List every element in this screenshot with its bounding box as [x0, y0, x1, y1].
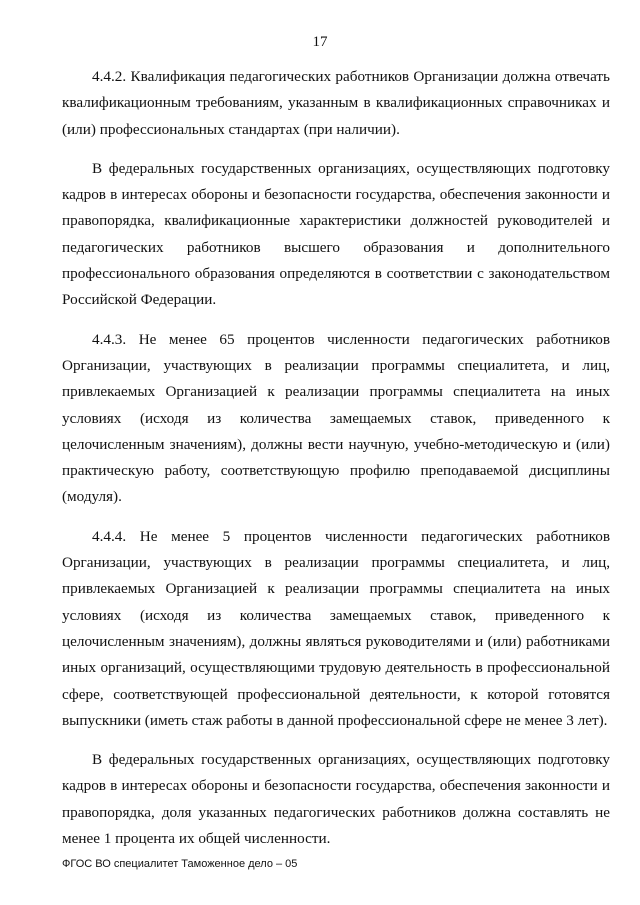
paragraph-4-4-2: 4.4.2. Квалификация педагогических работников Организации должна отвечать квалификационным требованиям, указанным в квалификационных справочниках и (или) профессиональных стандартах (при наличии).: [62, 68, 610, 138]
page-footer: ФГОС ВО специалитет Таможенное дело – 05: [62, 858, 298, 870]
paragraph-4-4-2-federal: В федеральных государственных организациях, осуществляющих подготовку кадров в интересах обороны и безопасности государства, обеспечения законности и правопорядка, квалификационные характеристики должностей руководителей и педагогических работников высшего образования и дополнительного профессионального образования определяются в соответствии с законодательством Российской Федерации.: [62, 159, 610, 309]
page-number: 17: [312, 34, 328, 50]
paragraph-4-4-4: 4.4.4. Не менее 5 процентов численности педагогических работников Организации, участвующих в реализации программы специалитета, и лиц, привлекаемых Организацией к реализации программы специалитета на иных условиях (исходя из количества замещаемых ставок, приведенного к целочисленным значениям), должны являться руководителями и (или) работниками иных организаций, осуществляющими трудовую деятельность в профессиональной сфере, соответствующей профессиональной деятельности, к которой готовятся выпускники (иметь стаж работы в данной профессиональной сфере не менее 3 лет).: [62, 527, 610, 729]
paragraph-4-4-3: 4.4.3. Не менее 65 процентов численности педагогических работников Организации, участвующих в реализации программы специалитета, и лиц, привлекаемых Организацией к реализации программы специалитета на иных условиях (исходя из количества замещаемых ставок, приведенного к целочисленным значениям), должны вести научную, учебно-методическую и (или) практическую работу, соответствующую профилю преподаваемой дисциплины (модуля).: [62, 330, 610, 506]
document-body: [62, 64, 610, 865]
paragraph-4-4-4-federal: В федеральных государственных организациях, осуществляющих подготовку кадров в интересах обороны и безопасности государства, обеспечения законности и правопорядка, доля указанных педагогических работников должна составлять не менее 1 процента их общей численности.: [62, 751, 610, 848]
